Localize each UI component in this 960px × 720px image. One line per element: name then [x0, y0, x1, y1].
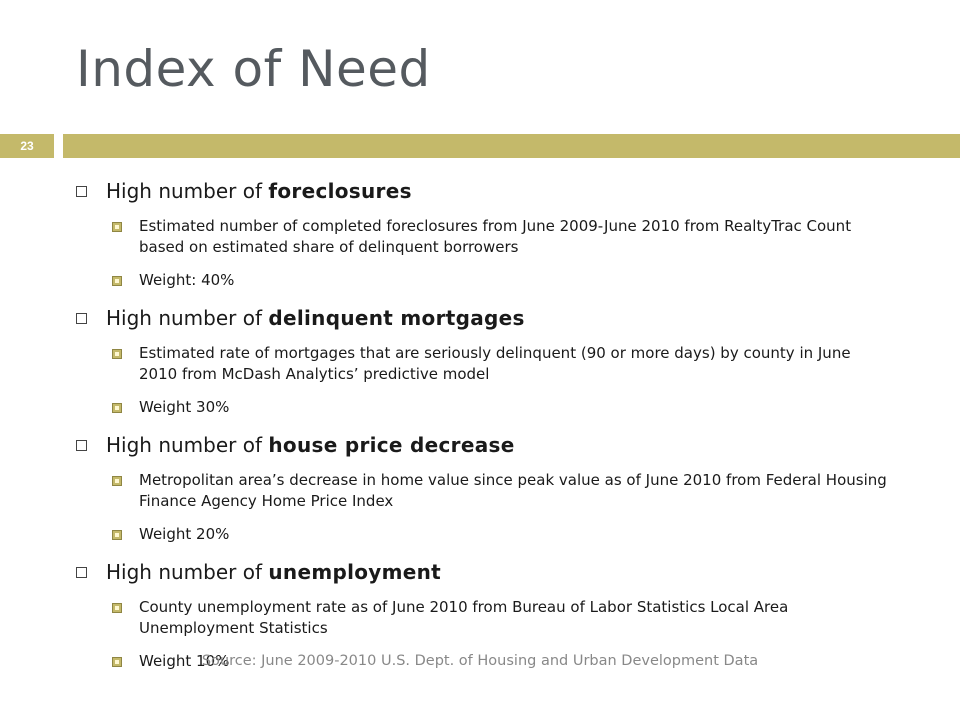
bullet-prefix: High number of — [106, 433, 269, 457]
sub-bullet — [112, 343, 896, 385]
bullet-prefix: High number of — [106, 179, 269, 203]
square-bullet-icon — [112, 222, 122, 232]
sub-bullet-text: Weight 30% — [139, 398, 230, 416]
bullet-prefix: High number of — [106, 306, 269, 330]
header-rule-bar — [63, 134, 960, 158]
square-bullet-icon — [112, 603, 122, 613]
bullet-delinquent-mortgages — [76, 303, 896, 333]
bullet-unemployment — [76, 557, 896, 587]
bullet-list — [76, 176, 896, 684]
square-bullet-icon — [112, 530, 122, 540]
source-footnote: Source: June 2009-2010 U.S. Dept. of Housing and Urban Development Data — [201, 653, 759, 669]
bullet-keyword: unemployment — [268, 560, 442, 584]
square-bullet-icon — [112, 349, 122, 359]
sub-bullet — [112, 397, 896, 418]
bullet-keyword: foreclosures — [268, 179, 412, 203]
square-bullet-icon — [112, 476, 122, 486]
bullet-keyword: house price decrease — [268, 433, 515, 457]
box-bullet-icon — [76, 313, 87, 324]
bullet-keyword: delinquent mortgages — [268, 306, 525, 330]
square-bullet-icon — [112, 403, 122, 413]
slide-number: 23 — [0, 134, 54, 158]
sub-bullet — [112, 270, 896, 291]
sub-bullet-text: Weight 20% — [139, 525, 230, 543]
bullet-house-price-decrease — [76, 430, 896, 460]
box-bullet-icon — [76, 567, 87, 578]
sub-bullet — [112, 597, 896, 639]
sub-bullet-text: Weight 10% — [139, 652, 230, 670]
bullet-prefix: High number of — [106, 560, 269, 584]
box-bullet-icon — [76, 440, 87, 451]
sub-bullet-text: Estimated number of completed foreclosures from June 2009-June 2010 from RealtyTrac Count based on estimated share of delinquent borrowers — [139, 217, 852, 256]
bullet-foreclosures — [76, 176, 896, 206]
sub-bullet — [112, 524, 896, 545]
sub-bullet-text: Weight: 40% — [139, 271, 235, 289]
slide-title: Index of Need — [76, 40, 431, 98]
sub-bullet — [112, 216, 896, 258]
sub-bullet-text: Estimated rate of mortgages that are seriously delinquent (90 or more days) by county in June 2010 from McDash Analytics’ predictive model — [139, 344, 851, 383]
square-bullet-icon — [112, 276, 122, 286]
sub-bullet-text: County unemployment rate as of June 2010 from Bureau of Labor Statistics Local Area Unemployment Statistics — [139, 598, 789, 637]
sub-bullet-text: Metropolitan area’s decrease in home value since peak value as of June 2010 from Federal Housing Finance Agency Home Price Index — [139, 471, 887, 510]
sub-bullet — [112, 470, 896, 512]
box-bullet-icon — [76, 186, 87, 197]
